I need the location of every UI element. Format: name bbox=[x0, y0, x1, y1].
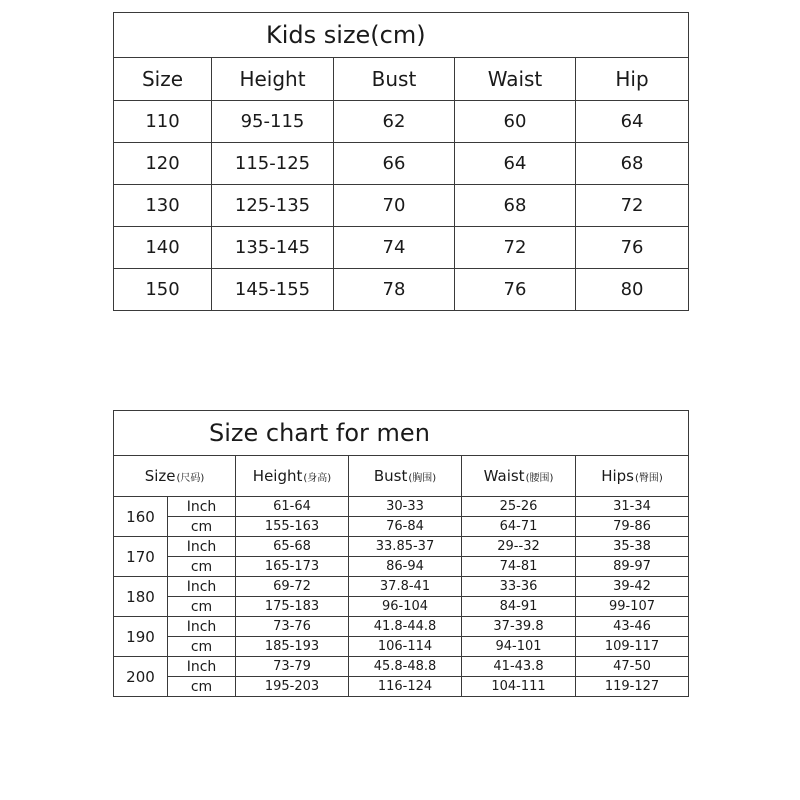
men-cell-bust: 45.8-48.8 bbox=[349, 657, 462, 677]
men-cell-hips: 89-97 bbox=[576, 557, 689, 577]
men-cell-height: 175-183 bbox=[236, 597, 349, 617]
kids-title-row bbox=[114, 13, 689, 58]
kids-header-row bbox=[114, 58, 689, 101]
men-cell-height: 73-79 bbox=[236, 657, 349, 677]
men-header-hips-label: Hips bbox=[601, 467, 634, 485]
men-row-cm bbox=[114, 597, 689, 617]
men-cell-hips: 47-50 bbox=[576, 657, 689, 677]
men-size-cell: 180 bbox=[114, 577, 168, 617]
kids-table-title: Kids size(cm) bbox=[114, 13, 689, 58]
men-cell-hips: 43-46 bbox=[576, 617, 689, 637]
kids-cell-size: 150 bbox=[114, 269, 212, 311]
men-table-title: Size chart for men bbox=[114, 411, 689, 456]
men-cell-hips: 109-117 bbox=[576, 637, 689, 657]
men-row-inch bbox=[114, 577, 689, 597]
men-header-row bbox=[114, 456, 689, 497]
men-cell-waist: 41-43.8 bbox=[462, 657, 576, 677]
men-cell-waist: 84-91 bbox=[462, 597, 576, 617]
men-cell-waist: 104-111 bbox=[462, 677, 576, 697]
kids-cell-height: 115-125 bbox=[212, 143, 334, 185]
men-cell-bust: 33.85-37 bbox=[349, 537, 462, 557]
men-row-cm bbox=[114, 677, 689, 697]
men-cell-bust: 96-104 bbox=[349, 597, 462, 617]
kids-header-hip: Hip bbox=[576, 58, 689, 101]
kids-cell-hip: 80 bbox=[576, 269, 689, 311]
kids-cell-height: 95-115 bbox=[212, 101, 334, 143]
kids-cell-bust: 78 bbox=[334, 269, 455, 311]
men-row-cm bbox=[114, 557, 689, 577]
men-header-hips-sub: (臀围) bbox=[635, 473, 663, 484]
men-cell-bust: 76-84 bbox=[349, 517, 462, 537]
men-cell-hips: 31-34 bbox=[576, 497, 689, 517]
kids-header-waist: Waist bbox=[455, 58, 576, 101]
kids-cell-size: 140 bbox=[114, 227, 212, 269]
kids-cell-waist: 72 bbox=[455, 227, 576, 269]
men-unit-cell: cm bbox=[168, 517, 236, 537]
kids-table-row bbox=[114, 185, 689, 227]
kids-cell-waist: 64 bbox=[455, 143, 576, 185]
men-cell-waist: 25-26 bbox=[462, 497, 576, 517]
men-unit-cell: Inch bbox=[168, 537, 236, 557]
men-cell-bust: 41.8-44.8 bbox=[349, 617, 462, 637]
men-cell-hips: 79-86 bbox=[576, 517, 689, 537]
men-size-cell: 170 bbox=[114, 537, 168, 577]
kids-cell-bust: 62 bbox=[334, 101, 455, 143]
men-unit-cell: Inch bbox=[168, 657, 236, 677]
men-cell-height: 65-68 bbox=[236, 537, 349, 557]
kids-cell-size: 110 bbox=[114, 101, 212, 143]
kids-cell-bust: 74 bbox=[334, 227, 455, 269]
men-cell-bust: 86-94 bbox=[349, 557, 462, 577]
men-size-cell: 160 bbox=[114, 497, 168, 537]
men-header-bust-sub: (胸围) bbox=[408, 473, 437, 484]
kids-cell-height: 135-145 bbox=[212, 227, 334, 269]
men-row-cm bbox=[114, 517, 689, 537]
men-unit-cell: cm bbox=[168, 677, 236, 697]
men-cell-bust: 30-33 bbox=[349, 497, 462, 517]
men-cell-height: 69-72 bbox=[236, 577, 349, 597]
kids-cell-hip: 72 bbox=[576, 185, 689, 227]
men-header-size-label: Size bbox=[144, 467, 176, 485]
kids-cell-waist: 68 bbox=[455, 185, 576, 227]
men-cell-waist: 94-101 bbox=[462, 637, 576, 657]
kids-header-height: Height bbox=[212, 58, 334, 101]
men-cell-waist: 29--32 bbox=[462, 537, 576, 557]
men-header-waist-label: Waist bbox=[483, 467, 525, 485]
kids-table-row bbox=[114, 269, 689, 311]
men-cell-hips: 39-42 bbox=[576, 577, 689, 597]
kids-cell-size: 120 bbox=[114, 143, 212, 185]
men-unit-cell: cm bbox=[168, 557, 236, 577]
men-size-cell: 200 bbox=[114, 657, 168, 697]
men-cell-height: 185-193 bbox=[236, 637, 349, 657]
kids-cell-bust: 70 bbox=[334, 185, 455, 227]
kids-cell-waist: 60 bbox=[455, 101, 576, 143]
men-row-inch bbox=[114, 657, 689, 677]
men-cell-waist: 33-36 bbox=[462, 577, 576, 597]
men-unit-cell: Inch bbox=[168, 577, 236, 597]
men-cell-hips: 119-127 bbox=[576, 677, 689, 697]
kids-header-bust: Bust bbox=[334, 58, 455, 101]
kids-cell-height: 125-135 bbox=[212, 185, 334, 227]
men-unit-cell: cm bbox=[168, 637, 236, 657]
men-cell-bust: 106-114 bbox=[349, 637, 462, 657]
men-header-height-label: Height bbox=[252, 467, 303, 485]
kids-table-row bbox=[114, 227, 689, 269]
men-header-height bbox=[236, 456, 349, 497]
men-cell-waist: 37-39.8 bbox=[462, 617, 576, 637]
men-unit-cell: Inch bbox=[168, 617, 236, 637]
kids-cell-bust: 66 bbox=[334, 143, 455, 185]
men-cell-height: 61-64 bbox=[236, 497, 349, 517]
men-header-bust-label: Bust bbox=[373, 467, 408, 485]
men-cell-waist: 64-71 bbox=[462, 517, 576, 537]
kids-cell-hip: 64 bbox=[576, 101, 689, 143]
men-header-waist-sub: (腰围) bbox=[525, 473, 554, 484]
kids-cell-hip: 68 bbox=[576, 143, 689, 185]
men-size-table bbox=[113, 410, 689, 697]
men-cell-hips: 35-38 bbox=[576, 537, 689, 557]
men-cell-waist: 74-81 bbox=[462, 557, 576, 577]
men-header-waist bbox=[462, 456, 576, 497]
kids-cell-height: 145-155 bbox=[212, 269, 334, 311]
men-cell-hips: 99-107 bbox=[576, 597, 689, 617]
men-header-size-sub: (尺码) bbox=[176, 473, 205, 484]
men-header-height-sub: (身高) bbox=[303, 473, 332, 484]
men-header-size bbox=[114, 456, 236, 497]
men-cell-height: 73-76 bbox=[236, 617, 349, 637]
men-cell-height: 155-163 bbox=[236, 517, 349, 537]
men-cell-height: 165-173 bbox=[236, 557, 349, 577]
men-cell-bust: 37.8-41 bbox=[349, 577, 462, 597]
men-unit-cell: cm bbox=[168, 597, 236, 617]
kids-header-size: Size bbox=[114, 58, 212, 101]
kids-size-table bbox=[113, 12, 689, 311]
kids-cell-hip: 76 bbox=[576, 227, 689, 269]
kids-table-row bbox=[114, 143, 689, 185]
men-header-hips bbox=[576, 456, 689, 497]
men-row-cm bbox=[114, 637, 689, 657]
men-unit-cell: Inch bbox=[168, 497, 236, 517]
men-header-bust bbox=[349, 456, 462, 497]
kids-cell-waist: 76 bbox=[455, 269, 576, 311]
kids-cell-size: 130 bbox=[114, 185, 212, 227]
men-size-cell: 190 bbox=[114, 617, 168, 657]
men-cell-height: 195-203 bbox=[236, 677, 349, 697]
men-row-inch bbox=[114, 537, 689, 557]
men-row-inch bbox=[114, 617, 689, 637]
men-cell-bust: 116-124 bbox=[349, 677, 462, 697]
kids-table-row bbox=[114, 101, 689, 143]
men-row-inch bbox=[114, 497, 689, 517]
men-title-row bbox=[114, 411, 689, 456]
